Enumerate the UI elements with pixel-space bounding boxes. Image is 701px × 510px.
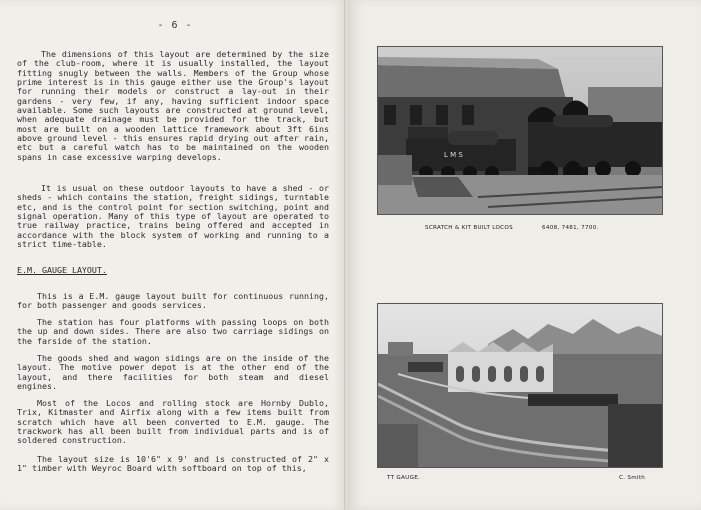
paragraph-goods-shed: The goods shed and wagon sidings are on the inside of the layout. The motive power depot is at the other end of the layout, and there facilities for both steam and diesel engines. (17, 353, 329, 392)
paragraph-dimensions: The dimensions of this layout are determined by the size of the club-room, where it is usually installed, the layout fitting snugly between the walls. Members of the Group whose prime interest is in this gauge either use the Group's layout for running their models or construct a lay-out in their gardens - very few, if any, having sufficient indoor space available. Some such layouts are constructed at ground level, when adequate drainage must be provided for the track, but most are built on a wooden lattice framework about 3ft 6ins above ground level - this ensures rapid drying out after rain, etc but a careful watch has to be maintained on the wooden spans in case excessive warping develops. (17, 49, 329, 162)
photo1-caption: SCRATCH & KIT BUILT LOCOS (425, 225, 513, 231)
right-page (349, 0, 701, 510)
left-page (0, 0, 346, 510)
loco-lettering: L M S (444, 151, 463, 159)
paragraph-station: The station has four platforms with passing loops on both the up and down sides. There are also two carriage sidings on the farside of the station. (17, 317, 329, 346)
photo-locos (377, 46, 663, 215)
locos-photo-image (378, 47, 662, 214)
paragraph-outdoor-sheds: It is usual on these outdoor layouts to have a shed - or sheds - which contains the station, freight sidings, turntable etc, and is the control point for section switching, point and signal operation. Many of this type of layout are operated to true railway practice, trains being offered and accepted in accordance with the block system of working and running to a strict time-table. (17, 183, 329, 250)
section-heading: E.M. GAUGE LAYOUT. (17, 265, 107, 275)
paragraph-em-intro: This is a E.M. gauge layout built for continuous running, for both passenger and goods services. (17, 291, 329, 311)
photo1-loco-numbers: 6408, 7481, 7700. (542, 225, 599, 231)
page-number: - 6 - (157, 20, 193, 31)
photo2-credit: C. Smith (619, 475, 646, 481)
paragraph-rolling-stock: Most of the Locos and rolling stock are Hornby Dublo, Trix, Kitmaster and Airfix along with a few items built from scratch which have all been converted to E.M. gauge. The trackwork has all been built from individual parts and is of soldered construction. (17, 398, 329, 446)
photo-tt-gauge (377, 303, 663, 468)
photo2-caption: TT GAUGE. (387, 475, 421, 481)
tt-gauge-photo-image (378, 304, 662, 467)
paragraph-layout-size: The layout size is 10'6" x 9' and is constructed of 2" x 1" timber with Weyroc Board with softboard on top of this, (17, 454, 329, 474)
